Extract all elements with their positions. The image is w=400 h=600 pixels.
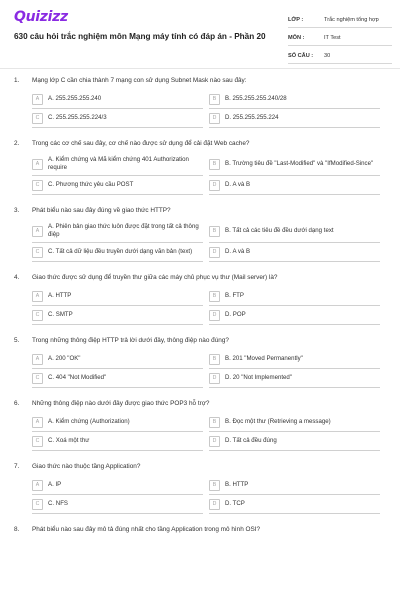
question-text: Mạng lớp C cần chia thành 7 mạng con sử dụng Subnet Mask nào sau đây: bbox=[32, 77, 247, 84]
option-letter-box[interactable]: D bbox=[209, 113, 220, 124]
option-text: B. Tất cả các tiêu đề đều dưới dạng text bbox=[225, 227, 334, 234]
meta-row-count bbox=[288, 48, 392, 64]
option-text: A. Kiểm chứng (Authorization) bbox=[48, 418, 130, 425]
question-1 bbox=[0, 76, 400, 128]
document-header bbox=[0, 0, 400, 62]
answer-option-b[interactable] bbox=[209, 350, 380, 369]
answer-options bbox=[32, 413, 386, 451]
answer-option-c[interactable] bbox=[32, 176, 203, 195]
option-text: B. 255.255.255.240/28 bbox=[225, 95, 287, 102]
option-text: D. 20 "Not Implemented" bbox=[225, 374, 292, 381]
question-text: Giao thức được sử dụng để truyền thư giữa các máy chủ phục vụ thư (Mail server) là? bbox=[32, 274, 278, 281]
answer-option-c[interactable] bbox=[32, 243, 203, 262]
question-number: 3. bbox=[14, 207, 20, 214]
answer-option-d[interactable] bbox=[209, 176, 380, 195]
option-text: B. FTP bbox=[225, 292, 244, 299]
option-text: D. 255.255.255.224 bbox=[225, 114, 279, 121]
answer-option-d[interactable] bbox=[209, 243, 380, 262]
meta-panel bbox=[288, 12, 392, 66]
quizizz-logo[interactable]: Quizizz bbox=[14, 9, 68, 25]
question-header bbox=[0, 525, 400, 534]
question-text: Phát biểu nào sau đây đúng về giao thức HTTP? bbox=[32, 207, 171, 214]
option-letter-box[interactable]: B bbox=[209, 354, 220, 365]
option-letter-box[interactable]: B bbox=[209, 226, 220, 237]
question-header bbox=[0, 399, 400, 408]
option-letter-box[interactable]: B bbox=[209, 417, 220, 428]
answer-option-d[interactable] bbox=[209, 369, 380, 388]
answer-option-d[interactable] bbox=[209, 432, 380, 451]
question-header bbox=[0, 206, 400, 215]
option-text: D. Tất cả đều đúng bbox=[225, 437, 277, 444]
answer-option-b[interactable] bbox=[209, 153, 380, 176]
option-text: C. Phương thức yêu cầu POST bbox=[48, 181, 134, 188]
option-text: B. Trường tiêu đề "Last-Modified" và "IfModified-Since" bbox=[225, 160, 374, 167]
question-header bbox=[0, 336, 400, 345]
option-letter-box[interactable]: C bbox=[32, 113, 43, 124]
option-text: A. Phiên bản giao thức luôn được đặt trong tất cả thông điệp bbox=[48, 223, 199, 238]
answer-options bbox=[32, 220, 386, 262]
question-3 bbox=[0, 206, 400, 262]
question-header bbox=[0, 462, 400, 471]
question-6 bbox=[0, 399, 400, 451]
option-text: D. POP bbox=[225, 311, 246, 318]
option-letter-box[interactable]: D bbox=[209, 499, 220, 510]
option-letter-box[interactable]: D bbox=[209, 373, 220, 384]
answer-option-b[interactable] bbox=[209, 413, 380, 432]
meta-row-subject bbox=[288, 30, 392, 46]
answer-option-c[interactable] bbox=[32, 432, 203, 451]
question-number: 8. bbox=[14, 526, 20, 533]
question-header bbox=[0, 139, 400, 148]
question-text: Phát biểu nào sau đây mô tả đúng nhất cho tầng Application trong mô hình OSI? bbox=[32, 526, 261, 533]
answer-option-a[interactable] bbox=[32, 220, 203, 243]
option-letter-box[interactable]: B bbox=[209, 480, 220, 491]
answer-option-d[interactable] bbox=[209, 109, 380, 128]
option-text: C. Xoá một thư bbox=[48, 437, 90, 444]
answer-option-a[interactable] bbox=[32, 90, 203, 109]
option-text: A. HTTP bbox=[48, 292, 72, 299]
option-letter-box[interactable]: C bbox=[32, 310, 43, 321]
answer-options bbox=[32, 90, 386, 128]
question-number: 6. bbox=[14, 400, 20, 407]
question-8 bbox=[0, 525, 400, 534]
question-4 bbox=[0, 273, 400, 325]
option-letter-box[interactable]: D bbox=[209, 180, 220, 191]
meta-value-count: 30 bbox=[324, 52, 331, 59]
option-text: D. A và B bbox=[225, 248, 251, 255]
meta-label-subject: MÔN : bbox=[288, 34, 305, 41]
option-text: C. Tất cả dữ liệu đều truyền dưới dạng văn bản (text) bbox=[48, 248, 193, 255]
meta-label-class: LỚP : bbox=[288, 16, 304, 23]
option-letter-box[interactable]: C bbox=[32, 499, 43, 510]
option-letter-box[interactable]: C bbox=[32, 373, 43, 384]
answer-option-d[interactable] bbox=[209, 306, 380, 325]
option-text: B. HTTP bbox=[225, 481, 249, 488]
option-letter-box[interactable]: A bbox=[32, 291, 43, 302]
answer-option-b[interactable] bbox=[209, 220, 380, 243]
meta-row-class bbox=[288, 12, 392, 28]
answer-options bbox=[32, 476, 386, 514]
question-number: 5. bbox=[14, 337, 20, 344]
answer-option-a[interactable] bbox=[32, 476, 203, 495]
question-text: Trong những thông điệp HTTP trả lời dưới đây, thông điệp nào đúng? bbox=[32, 337, 229, 344]
option-text: C. 255.255.255.224/3 bbox=[48, 114, 107, 121]
answer-option-c[interactable] bbox=[32, 306, 203, 325]
option-text: C. 404 "Not Modified" bbox=[48, 374, 107, 381]
question-number: 2. bbox=[14, 140, 20, 147]
meta-value-subject: IT Test bbox=[324, 34, 341, 41]
answer-option-b[interactable] bbox=[209, 287, 380, 306]
header-divider bbox=[0, 68, 400, 69]
option-letter-box[interactable]: D bbox=[209, 436, 220, 447]
answer-option-a[interactable] bbox=[32, 350, 203, 369]
question-number: 1. bbox=[14, 77, 20, 84]
option-text: A. 255.255.255.240 bbox=[48, 95, 102, 102]
answer-option-d[interactable] bbox=[209, 495, 380, 514]
question-header bbox=[0, 76, 400, 85]
option-letter-box[interactable]: C bbox=[32, 247, 43, 258]
answer-option-c[interactable] bbox=[32, 495, 203, 514]
option-letter-box[interactable]: B bbox=[209, 159, 220, 170]
answer-option-b[interactable] bbox=[209, 476, 380, 495]
answer-option-c[interactable] bbox=[32, 369, 203, 388]
option-letter-box[interactable]: A bbox=[32, 354, 43, 365]
option-text: A. Kiểm chứng và Mã kiểm chứng 401 Authorization require bbox=[48, 156, 189, 171]
document-title: 630 câu hỏi trắc nghiệm môn Mạng máy tính có đáp án - Phần 20 bbox=[14, 32, 266, 41]
option-letter-box[interactable]: D bbox=[209, 310, 220, 321]
option-text: C. SMTP bbox=[48, 311, 73, 318]
question-2 bbox=[0, 139, 400, 195]
meta-value-class: Trắc nghiệm tổng hợp bbox=[324, 16, 379, 23]
option-letter-box[interactable]: B bbox=[209, 94, 220, 105]
question-list bbox=[0, 76, 400, 545]
option-text: A. 200 "OK" bbox=[48, 355, 81, 362]
option-text: C. NFS bbox=[48, 500, 68, 507]
answer-option-a[interactable] bbox=[32, 287, 203, 306]
answer-options bbox=[32, 350, 386, 388]
answer-options bbox=[32, 287, 386, 325]
option-text: B. Đọc một thư (Retrieving a message) bbox=[225, 418, 331, 425]
answer-option-c[interactable] bbox=[32, 109, 203, 128]
option-letter-box[interactable]: A bbox=[32, 159, 43, 170]
option-text: B. 201 "Moved Permanently" bbox=[225, 355, 303, 362]
answer-option-a[interactable] bbox=[32, 413, 203, 432]
answer-option-b[interactable] bbox=[209, 90, 380, 109]
option-letter-box[interactable]: A bbox=[32, 94, 43, 105]
question-text: Giao thức nào thuộc tầng Application? bbox=[32, 463, 141, 470]
option-letter-box[interactable]: A bbox=[32, 417, 43, 428]
option-letter-box[interactable]: B bbox=[209, 291, 220, 302]
answer-option-a[interactable] bbox=[32, 153, 203, 176]
question-text: Những thông điệp nào dưới đây được giao thức POP3 hỗ trợ? bbox=[32, 400, 210, 407]
option-letter-box[interactable]: C bbox=[32, 180, 43, 191]
meta-label-count: SỐ CÂU : bbox=[288, 52, 314, 59]
question-number: 7. bbox=[14, 463, 20, 470]
question-text: Trong các cơ chế sau đây, cơ chế nào được sử dụng để cải đặt Web cache? bbox=[32, 140, 250, 147]
question-7 bbox=[0, 462, 400, 514]
option-letter-box[interactable]: A bbox=[32, 480, 43, 491]
option-text: A. IP bbox=[48, 481, 62, 488]
option-letter-box[interactable]: C bbox=[32, 436, 43, 447]
question-header bbox=[0, 273, 400, 282]
question-number: 4. bbox=[14, 274, 20, 281]
option-text: D. TCP bbox=[225, 500, 245, 507]
option-letter-box[interactable]: D bbox=[209, 247, 220, 258]
answer-options bbox=[32, 153, 386, 195]
question-5 bbox=[0, 336, 400, 388]
option-letter-box[interactable]: A bbox=[32, 226, 43, 237]
option-text: D. A và B bbox=[225, 181, 251, 188]
